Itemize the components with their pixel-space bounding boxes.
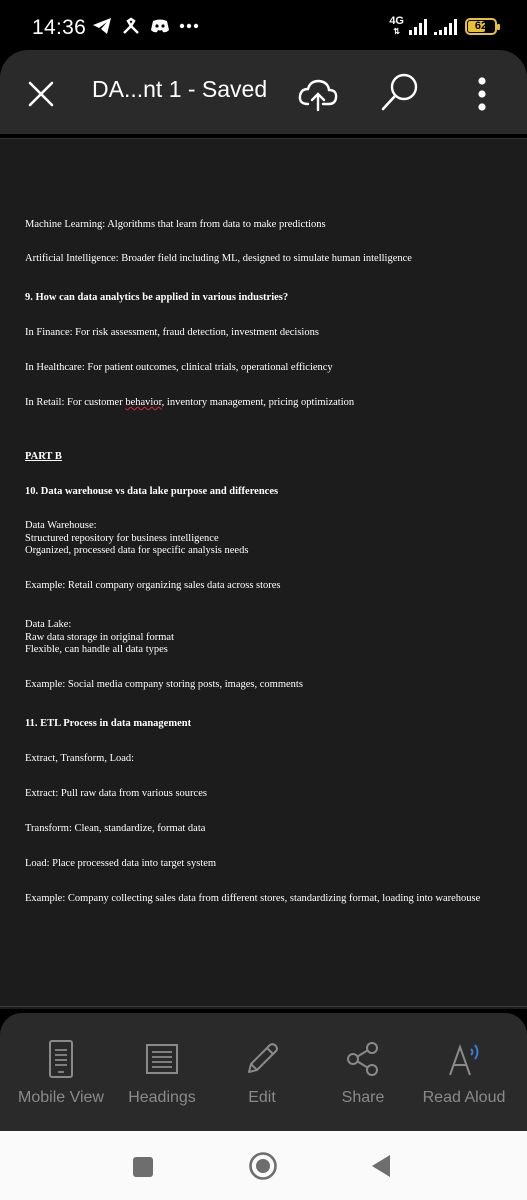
headings-button[interactable] [110, 1037, 214, 1127]
share-button[interactable] [311, 1037, 415, 1127]
edit-button[interactable] [210, 1037, 314, 1127]
document-divider [0, 1006, 527, 1007]
signal-icon [409, 19, 429, 35]
document-canvas[interactable] [0, 138, 527, 1009]
system-indicators [389, 16, 497, 37]
paragraph: Organized, processed data for specific analysis needs [25, 545, 249, 556]
read-aloud-icon [444, 1040, 484, 1078]
paragraph: In Healthcare: For patient outcomes, clinical trials, operational efficiency [25, 362, 333, 373]
paragraph: Artificial Intelligence: Broader field including ML, designed to simulate human intelligence [25, 253, 412, 264]
status-bar [0, 0, 527, 56]
section-heading: 9. How can data analytics be applied in various industries? [25, 292, 289, 303]
battery-icon [465, 18, 497, 35]
more-notifications-icon [179, 23, 199, 29]
paragraph: Structured repository for business intelligence [25, 533, 219, 544]
cloud-upload-icon[interactable] [296, 74, 340, 114]
app-bar [0, 50, 527, 134]
paragraph: Load: Place processed data into target system [25, 858, 217, 869]
paragraph: Machine Learning: Algorithms that learn from data to make predictions [25, 219, 326, 230]
headings-label: Headings [128, 1089, 196, 1106]
paragraph: Extract, Transform, Load: [25, 753, 135, 764]
section-heading: 10. Data warehouse vs data lake purpose and differences [25, 486, 279, 497]
notification-icons [92, 17, 199, 35]
bottom-toolbar [0, 1013, 527, 1131]
search-icon[interactable] [378, 70, 422, 114]
status-time: 14:36 [32, 16, 87, 39]
paragraph: In Finance: For risk assessment, fraud detection, investment decisions [25, 327, 319, 338]
part-heading: PART B [25, 451, 62, 462]
home-icon[interactable] [248, 1151, 278, 1181]
discord-icon [150, 18, 170, 34]
share-label: Share [341, 1089, 385, 1106]
paragraph: Example: Retail company organizing sales data across stores [25, 580, 281, 591]
signal-icon-2 [434, 19, 460, 35]
paragraph: Data Lake: [25, 619, 72, 630]
paragraph: Raw data storage in original format [25, 632, 174, 643]
text-run: , inventory management, pricing optimization [161, 397, 355, 408]
paragraph: Example: Company collecting sales data from different stores, standardizing format, loading into warehouse [25, 893, 481, 904]
section-heading: 11. ETL Process in data management [25, 718, 192, 729]
mobile-view-icon [48, 1039, 74, 1079]
battery-level: 62 [474, 20, 488, 32]
misspelled-word[interactable]: behavior [125, 397, 162, 408]
text-run: In Retail: For customer [25, 397, 126, 408]
more-options-icon[interactable] [468, 74, 496, 114]
telegram-icon [92, 17, 112, 35]
network-type: 4G ⇅ [389, 15, 404, 36]
system-navigation-bar [0, 1131, 527, 1200]
paragraph: Extract: Pull raw data from various sources [25, 788, 207, 799]
pencil-icon [244, 1041, 280, 1077]
headings-icon [145, 1043, 179, 1075]
paragraph: Example: Social media company storing posts, images, comments [25, 679, 303, 690]
tools-icon [121, 17, 141, 35]
document-title: DA...nt 1 - Saved [92, 76, 268, 102]
share-icon [346, 1041, 380, 1077]
paragraph [25, 397, 354, 410]
close-icon[interactable] [24, 77, 58, 111]
edit-label: Edit [248, 1089, 276, 1106]
paragraph: Transform: Clean, standardize, format data [25, 823, 206, 834]
paragraph: Data Warehouse: [25, 520, 97, 531]
read-aloud-button[interactable] [412, 1037, 516, 1127]
mobile-view-button[interactable] [9, 1037, 113, 1127]
paragraph: Flexible, can handle all data types [25, 644, 168, 655]
back-icon[interactable] [368, 1153, 394, 1179]
recent-apps-icon[interactable] [131, 1155, 155, 1179]
mobile-view-label: Mobile View [18, 1089, 104, 1106]
read-aloud-label: Read Aloud [422, 1089, 506, 1106]
